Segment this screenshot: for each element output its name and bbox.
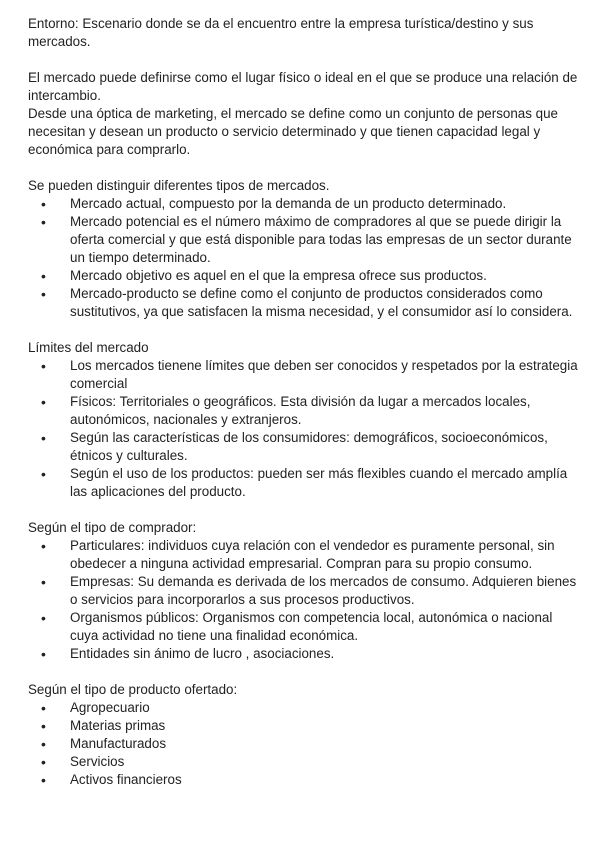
list-item: • Servicios (28, 753, 580, 771)
mercado-definition-paragraph: El mercado puede definirse como el lugar físico o ideal en el que se produce una relación de intercambio. (28, 70, 578, 103)
list-item: • Empresas: Su demanda es derivada de los mercados de consumo. Adquieren bienes o servicios para incorporarlos a sus procesos productivos. (28, 573, 580, 609)
tipos-heading: Se pueden distinguir diferentes tipos de mercados. (28, 178, 330, 193)
comprador-list (28, 537, 580, 663)
list-item: • Según las características de los consumidores: demográficos, socioeconómicos, étnicos y culturales. (28, 429, 580, 465)
marketing-definition-paragraph: Desde una óptica de marketing, el mercado se define como un conjunto de personas que necesitan y desean un producto o servicio determinado y que tienen capacidad legal y económica para comprarlo. (28, 106, 559, 157)
comprador-heading: Según el tipo de comprador: (28, 520, 197, 535)
list-item: • Agropecuario (28, 699, 580, 717)
list-item: • Los mercados tienene límites que deben ser conocidos y respetados por la estrategia comercial (28, 357, 580, 393)
list-item: • Materias primas (28, 717, 580, 735)
limites-list (28, 357, 580, 501)
list-item: • Mercado actual, compuesto por la demanda de un producto determinado. (28, 195, 580, 213)
list-item: • Manufacturados (28, 735, 580, 753)
spacer (28, 501, 580, 519)
spacer (28, 663, 580, 681)
list-item: • Entidades sin ánimo de lucro , asociaciones. (28, 645, 580, 663)
list-item: • Mercado potencial es el número máximo de compradores al que se puede dirigir la oferta comercial y que está disponible para todas las empresas de un sector durante un tiempo determinado. (28, 213, 580, 267)
limites-heading: Límites del mercado (28, 340, 149, 355)
spacer (28, 51, 580, 69)
list-item: • Mercado-producto se define como el conjunto de productos considerados como sustitutivos, ya que satisfacen la misma necesidad, y el consumidor así lo considera. (28, 285, 580, 321)
list-item: • Particulares: individuos cuya relación con el vendedor es puramente personal, sin obedecer a ninguna actividad empresarial. Compran para su propio consumo. (28, 537, 580, 573)
spacer (28, 321, 580, 339)
list-item: • Organismos públicos: Organismos con competencia local, autonómica o nacional cuya actividad no tiene una finalidad económica. (28, 609, 580, 645)
producto-heading: Según el tipo de producto ofertado: (28, 682, 238, 697)
list-item: • Según el uso de los productos: pueden ser más flexibles cuando el mercado amplía las aplicaciones del producto. (28, 465, 580, 501)
list-item: • Físicos: Territoriales o geográficos. Esta división da lugar a mercados locales, autonómicos, nacionales y extranjeros. (28, 393, 580, 429)
spacer (28, 159, 580, 177)
producto-list (28, 699, 580, 789)
list-item: • Activos financieros (28, 771, 580, 789)
entorno-paragraph: Entorno: Escenario donde se da el encuentro entre la empresa turística/destino y sus mercados. (28, 16, 534, 49)
tipos-list (28, 195, 580, 321)
list-item: • Mercado objetivo es aquel en el que la empresa ofrece sus productos. (28, 267, 580, 285)
